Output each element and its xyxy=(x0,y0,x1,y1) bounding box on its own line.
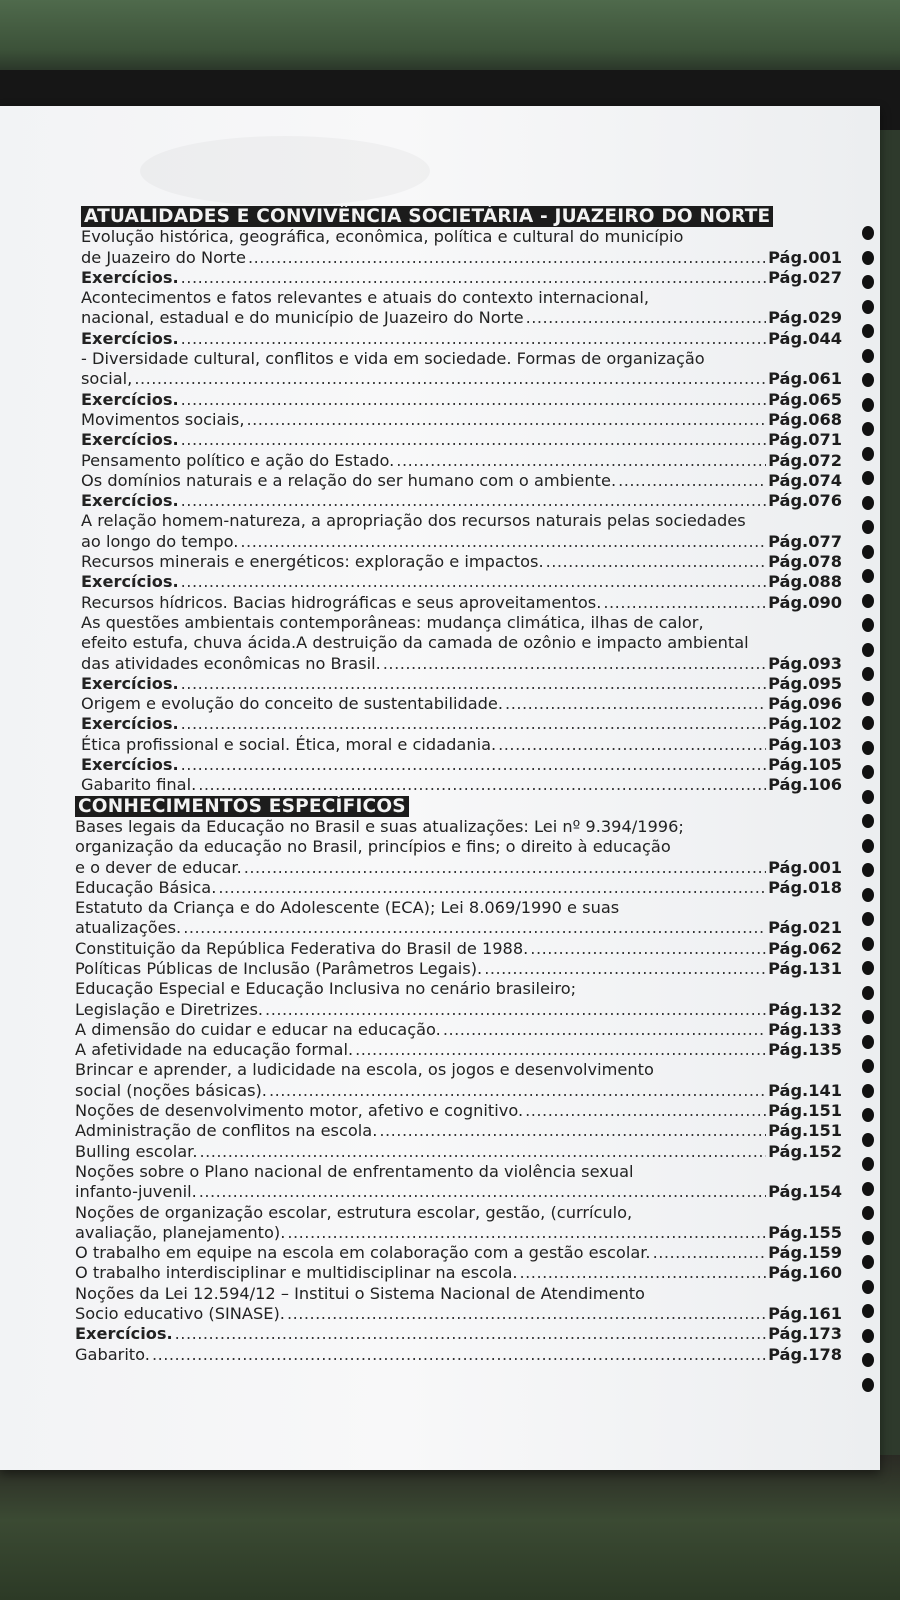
toc-entry xyxy=(75,939,842,959)
toc-entry-final-line xyxy=(81,410,842,430)
toc-entry-text-line: Noções sobre o Plano nacional de enfrentamento da violência sexual xyxy=(75,1161,634,1181)
toc-entry-final-line xyxy=(75,1324,842,1344)
page-number: Pág.074 xyxy=(768,470,842,490)
dot-leader xyxy=(520,1263,767,1283)
spiral-ring xyxy=(862,300,874,314)
toc-entry-final-line xyxy=(75,1040,842,1060)
toc-entry xyxy=(75,1060,842,1101)
dot-leader xyxy=(244,858,766,878)
toc-entry-text-line: - Diversidade cultural, conflitos e vida em sociedade. Formas de organização xyxy=(81,349,705,369)
dot-leader xyxy=(218,878,766,898)
toc-entry-label: A afetividade na educação formal. xyxy=(75,1040,354,1060)
spiral-ring xyxy=(862,667,874,681)
spiral-ring xyxy=(862,790,874,804)
dot-leader xyxy=(265,1000,766,1020)
spiral-ring xyxy=(862,422,874,436)
toc-entry-final-line xyxy=(75,1243,842,1263)
toc-entry-text-line: Bases legais da Educação no Brasil e suas atualizações: Lei nº 9.394/1996; xyxy=(75,816,684,836)
spiral-ring xyxy=(862,1353,874,1367)
toc-entry-label: Exercícios. xyxy=(81,714,179,734)
spiral-ring xyxy=(862,471,874,485)
spiral-ring xyxy=(862,594,874,608)
toc-entry xyxy=(81,593,842,613)
spiral-ring xyxy=(862,937,874,951)
toc-entry xyxy=(75,1121,842,1141)
toc-entry-label: Exercícios. xyxy=(81,572,179,592)
page-number: Pág.001 xyxy=(768,247,842,267)
page-number: Pág.103 xyxy=(768,734,842,754)
page-number: Pág.154 xyxy=(768,1182,842,1202)
toc-entry-final-line xyxy=(81,430,842,450)
toc-entry-label: Exercícios. xyxy=(81,491,179,511)
toc-entry-label: O trabalho interdisciplinar e multidisciplinar na escola. xyxy=(75,1263,518,1283)
page-number: Pág.027 xyxy=(768,267,842,287)
toc-entry-label: social, xyxy=(81,369,133,389)
toc-entry-final-line xyxy=(75,1081,842,1101)
spiral-ring xyxy=(862,275,874,289)
toc-entry xyxy=(75,898,842,939)
toc-entry-label: nacional, estadual e do município de Juazeiro do Norte xyxy=(81,308,524,328)
spiral-ring xyxy=(862,1255,874,1269)
page-number: Pág.096 xyxy=(768,694,842,714)
page-number: Pág.131 xyxy=(768,958,842,978)
spiral-ring xyxy=(862,496,874,510)
section-entries-conhecimentos xyxy=(60,817,842,1365)
toc-entry xyxy=(81,410,842,430)
spiral-ring xyxy=(862,643,874,657)
spiral-ring xyxy=(862,349,874,363)
spiral-ring xyxy=(862,545,874,559)
toc-entry-final-line xyxy=(75,1020,842,1040)
toc-entry-final-line xyxy=(81,329,842,349)
toc-entry xyxy=(75,1345,842,1365)
page-number: Pág.160 xyxy=(768,1263,842,1283)
toc-entry-final-line xyxy=(81,451,842,471)
toc-entry-final-line xyxy=(75,1304,842,1324)
dot-leader xyxy=(134,369,766,389)
toc-entry xyxy=(81,329,842,349)
toc-entry-final-line xyxy=(81,390,842,410)
spiral-ring xyxy=(862,1182,874,1196)
dot-leader xyxy=(199,1142,766,1162)
faded-stamp xyxy=(140,136,430,206)
toc-entry-final-line xyxy=(81,755,842,775)
toc-entry-label: de Juazeiro do Norte xyxy=(81,247,246,267)
toc-entry-text-line: Estatuto da Criança e do Adolescente (ECA); Lei 8.069/1990 e suas xyxy=(75,898,620,918)
toc-entry xyxy=(75,979,842,1020)
toc-entry-final-line xyxy=(75,1101,842,1121)
toc-entry xyxy=(81,288,842,329)
toc-entry-label: Pensamento político e ação do Estado. xyxy=(81,450,395,470)
toc-entry-label: Exercícios. xyxy=(81,389,179,409)
page-number: Pág.105 xyxy=(768,755,842,775)
toc-entry-final-line xyxy=(81,308,842,328)
toc-entry-text-line: efeito estufa, chuva ácida.A destruição da camada de ozônio e impacto ambiental xyxy=(81,633,749,653)
toc-entry-label: Socio educativo (SINASE). xyxy=(75,1304,285,1324)
toc-entry-final-line xyxy=(75,1121,842,1141)
spiral-ring xyxy=(862,520,874,534)
page-number: Pág.078 xyxy=(768,552,842,572)
toc-entry-label: Constituição da República Federativa do Brasil de 1988. xyxy=(75,938,529,958)
page-number: Pág.132 xyxy=(768,999,842,1019)
page-number: Pág.135 xyxy=(768,1040,842,1060)
toc-entry-label: atualizações. xyxy=(75,918,182,938)
dot-leader xyxy=(181,572,766,592)
spiral-ring xyxy=(862,1206,874,1220)
toc-entry-text-line: A relação homem-natureza, a apropriação dos recursos naturais pelas sociedades xyxy=(81,511,746,531)
dot-leader xyxy=(181,674,766,694)
toc-entry xyxy=(81,572,842,592)
page-number: Pág.151 xyxy=(768,1121,842,1141)
toc-entry xyxy=(81,694,842,714)
toc-entry xyxy=(81,775,842,795)
spiral-ring xyxy=(862,324,874,338)
toc-entry-label: e o dever de educar. xyxy=(75,857,242,877)
dot-leader xyxy=(181,329,766,349)
page-number: Pág.095 xyxy=(768,673,842,693)
toc-entry xyxy=(81,735,842,755)
page-number: Pág.001 xyxy=(768,857,842,877)
toc-entry-final-line xyxy=(81,471,842,491)
page-number: Pág.090 xyxy=(768,592,842,612)
toc-entry-label: social (noções básicas). xyxy=(75,1080,267,1100)
toc-entry-final-line xyxy=(81,572,842,592)
document-page xyxy=(0,106,880,1470)
toc-entry-text-line: As questões ambientais contemporâneas: mudança climática, ilhas de calor, xyxy=(81,612,704,632)
spiral-ring xyxy=(862,961,874,975)
toc-entry-final-line xyxy=(75,1000,842,1020)
dot-leader xyxy=(505,694,766,714)
spiral-ring xyxy=(862,1378,874,1392)
toc-entry xyxy=(81,552,842,572)
spiral-ring xyxy=(862,373,874,387)
background-bottom xyxy=(0,1455,900,1600)
toc-entry-label: Legislação e Diretrizes. xyxy=(75,999,264,1019)
page-number: Pág.102 xyxy=(768,714,842,734)
spiral-ring xyxy=(862,863,874,877)
dot-leader xyxy=(248,248,766,268)
toc-entry xyxy=(81,227,842,268)
page-number: Pág.155 xyxy=(768,1222,842,1242)
dot-leader xyxy=(618,471,766,491)
toc-entry xyxy=(81,613,842,674)
toc-entry xyxy=(75,1284,842,1325)
page-number: Pág.021 xyxy=(768,918,842,938)
spiral-ring xyxy=(862,1108,874,1122)
dot-leader xyxy=(546,552,767,572)
toc-entry xyxy=(75,878,842,898)
page-number: Pág.076 xyxy=(768,491,842,511)
toc-entry xyxy=(81,491,842,511)
page-number: Pág.077 xyxy=(768,531,842,551)
spiral-ring xyxy=(862,569,874,583)
toc-entry-label: das atividades econômicas no Brasil. xyxy=(81,653,381,673)
dot-leader xyxy=(530,939,766,959)
dot-leader xyxy=(396,451,766,471)
toc-entry-final-line xyxy=(81,369,842,389)
dot-leader xyxy=(355,1040,766,1060)
spiral-ring xyxy=(862,447,874,461)
spiral-ring xyxy=(862,1133,874,1147)
toc-entry xyxy=(81,471,842,491)
spiral-binding xyxy=(858,226,874,1406)
dot-leader xyxy=(240,532,766,552)
toc-entry-final-line xyxy=(75,1263,842,1283)
table-of-contents xyxy=(60,206,842,1365)
toc-entry-label: O trabalho em equipe na escola em colaboração com a gestão escolar. xyxy=(75,1243,651,1263)
toc-entry-final-line xyxy=(81,735,842,755)
page-number: Pág.133 xyxy=(768,1019,842,1039)
spiral-ring xyxy=(862,986,874,1000)
toc-entry xyxy=(81,451,842,471)
page-number: Pág.159 xyxy=(768,1243,842,1263)
toc-entry-label: A dimensão do cuidar e educar na educação. xyxy=(75,1019,441,1039)
spiral-ring xyxy=(862,765,874,779)
toc-entry-final-line xyxy=(81,775,842,795)
toc-entry-label: Noções de desenvolvimento motor, afetivo e cognitivo. xyxy=(75,1101,524,1121)
toc-entry xyxy=(75,1324,842,1344)
toc-entry-label: Recursos minerais e energéticos: exploração e impactos. xyxy=(81,552,544,572)
page-number: Pág.071 xyxy=(768,430,842,450)
dot-leader xyxy=(175,1324,766,1344)
toc-entry-label: Gabarito final. xyxy=(81,775,197,795)
spiral-ring xyxy=(862,1084,874,1098)
toc-entry-final-line xyxy=(81,593,842,613)
toc-entry-label: Educação Básica. xyxy=(75,877,217,897)
section-title-atualidades: ATUALIDADES E CONVIVÊNCIA SOCIETÁRIA - JUAZEIRO DO NORTE xyxy=(81,206,773,227)
toc-entry xyxy=(75,1162,842,1203)
dot-leader xyxy=(269,1081,766,1101)
spiral-ring xyxy=(862,1304,874,1318)
toc-entry-final-line xyxy=(81,491,842,511)
page-number: Pág.141 xyxy=(768,1080,842,1100)
dot-leader xyxy=(498,735,766,755)
dot-leader xyxy=(181,390,766,410)
page-number: Pág.151 xyxy=(768,1101,842,1121)
spiral-ring xyxy=(862,912,874,926)
dot-leader xyxy=(181,755,766,775)
spiral-ring xyxy=(862,1035,874,1049)
spiral-ring xyxy=(862,251,874,265)
toc-entry-label: Administração de conflitos na escola. xyxy=(75,1121,378,1141)
toc-entry-label: infanto-juvenil. xyxy=(75,1182,197,1202)
section-title-conhecimentos: CONHECIMENTOS ESPECÍFICOS xyxy=(75,796,409,817)
page-number: Pág.018 xyxy=(768,877,842,897)
toc-entry-text-line: Evolução histórica, geográfica, econômica, política e cultural do município xyxy=(81,227,684,247)
toc-entry xyxy=(75,1142,842,1162)
toc-entry-label: Exercícios. xyxy=(81,267,179,287)
spiral-ring xyxy=(862,716,874,730)
toc-entry-label: Bulling escolar. xyxy=(75,1141,198,1161)
dot-leader xyxy=(603,593,766,613)
toc-entry-label: Gabarito. xyxy=(75,1344,150,1364)
spiral-ring xyxy=(862,692,874,706)
toc-entry xyxy=(81,430,842,450)
toc-entry-final-line xyxy=(75,1223,842,1243)
dot-leader xyxy=(287,1223,766,1243)
dot-leader xyxy=(183,918,766,938)
toc-entry-label: Exercícios. xyxy=(81,755,179,775)
dot-leader xyxy=(198,775,766,795)
toc-entry-label: avaliação, planejamento). xyxy=(75,1222,286,1242)
page-number: Pág.068 xyxy=(768,409,842,429)
toc-entry-final-line xyxy=(81,714,842,734)
toc-entry-final-line xyxy=(75,878,842,898)
toc-entry-final-line xyxy=(75,1345,842,1365)
spiral-ring xyxy=(862,398,874,412)
toc-entry-final-line xyxy=(75,1142,842,1162)
toc-entry xyxy=(81,674,842,694)
toc-entry-label: ao longo do tempo. xyxy=(81,531,239,551)
toc-entry xyxy=(75,817,842,878)
toc-entry xyxy=(75,1203,842,1244)
page-number: Pág.062 xyxy=(768,938,842,958)
dot-leader xyxy=(287,1304,766,1324)
dot-leader xyxy=(247,410,767,430)
page-number: Pág.088 xyxy=(768,572,842,592)
page-number: Pág.106 xyxy=(768,775,842,795)
toc-entry xyxy=(81,714,842,734)
toc-entry xyxy=(75,1020,842,1040)
toc-entry-final-line xyxy=(81,694,842,714)
dot-leader xyxy=(199,1182,766,1202)
page-number: Pág.152 xyxy=(768,1141,842,1161)
spiral-ring xyxy=(862,226,874,240)
page-number: Pág.044 xyxy=(768,328,842,348)
toc-entry-final-line xyxy=(81,248,842,268)
toc-entry-label: Movimentos sociais, xyxy=(81,409,245,429)
toc-entry-label: Os domínios naturais e a relação do ser humano com o ambiente. xyxy=(81,470,617,490)
toc-entry-final-line xyxy=(81,654,842,674)
toc-entry-final-line xyxy=(81,674,842,694)
toc-entry-label: Exercícios. xyxy=(81,430,179,450)
toc-entry-label: Exercícios. xyxy=(75,1324,173,1344)
toc-entry xyxy=(75,959,842,979)
toc-entry-final-line xyxy=(75,959,842,979)
dot-leader xyxy=(181,491,766,511)
toc-entry-text-line: Educação Especial e Educação Inclusiva no cenário brasileiro; xyxy=(75,979,577,999)
toc-entry-label: Exercícios. xyxy=(81,673,179,693)
dot-leader xyxy=(484,959,766,979)
toc-entry-final-line xyxy=(75,1182,842,1202)
toc-entry-text-line: Brincar e aprender, a ludicidade na escola, os jogos e desenvolvimento xyxy=(75,1060,654,1080)
dot-leader xyxy=(181,268,766,288)
toc-entry-final-line xyxy=(81,532,842,552)
dot-leader xyxy=(379,1121,766,1141)
spiral-ring xyxy=(862,1059,874,1073)
page-number: Pág.178 xyxy=(768,1344,842,1364)
toc-entry xyxy=(81,268,842,288)
dot-leader xyxy=(525,1101,766,1121)
page-number: Pág.093 xyxy=(768,653,842,673)
page-number: Pág.029 xyxy=(768,308,842,328)
toc-entry-label: Recursos hídricos. Bacias hidrográficas e seus aproveitamentos. xyxy=(81,592,602,612)
toc-entry xyxy=(75,1263,842,1283)
page-number: Pág.072 xyxy=(768,450,842,470)
toc-entry xyxy=(75,1040,842,1060)
toc-entry xyxy=(75,1101,842,1121)
dot-leader xyxy=(383,654,766,674)
toc-entry xyxy=(81,390,842,410)
toc-entry-label: Origem e evolução do conceito de sustentabilidade. xyxy=(81,694,504,714)
toc-entry-text-line: organização da educação no Brasil, princípios e fins; o direito à educação xyxy=(75,837,671,857)
toc-entry-final-line xyxy=(81,552,842,572)
toc-entry-text-line: Noções de organização escolar, estrutura escolar, gestão, (currículo, xyxy=(75,1202,633,1222)
toc-entry-text-line: Acontecimentos e fatos relevantes e atuais do contexto internacional, xyxy=(81,288,650,308)
toc-entry xyxy=(81,349,842,390)
toc-entry xyxy=(81,755,842,775)
page-number: Pág.161 xyxy=(768,1304,842,1324)
spiral-ring xyxy=(862,741,874,755)
spiral-ring xyxy=(862,1157,874,1171)
spiral-ring xyxy=(862,618,874,632)
toc-entry-final-line xyxy=(75,939,842,959)
toc-entry-final-line xyxy=(75,918,842,938)
spiral-ring xyxy=(862,839,874,853)
toc-entry-label: Ética profissional e social. Ética, moral e cidadania. xyxy=(81,734,497,754)
spiral-ring xyxy=(862,1010,874,1024)
toc-entry-label: Exercícios. xyxy=(81,328,179,348)
spiral-ring xyxy=(862,1280,874,1294)
section-entries-atualidades xyxy=(60,227,842,795)
spiral-ring xyxy=(862,1329,874,1343)
toc-entry xyxy=(81,511,842,552)
dot-leader xyxy=(152,1345,766,1365)
toc-entry xyxy=(75,1243,842,1263)
dot-leader xyxy=(443,1020,766,1040)
spiral-ring xyxy=(862,888,874,902)
dot-leader xyxy=(526,308,767,328)
spiral-ring xyxy=(862,1231,874,1245)
dot-leader xyxy=(181,714,766,734)
dot-leader xyxy=(181,430,766,450)
spiral-ring xyxy=(862,814,874,828)
toc-entry-text-line: Noções da Lei 12.594/12 – Institui o Sistema Nacional de Atendimento xyxy=(75,1283,645,1303)
page-number: Pág.173 xyxy=(768,1324,842,1344)
page-number: Pág.061 xyxy=(768,369,842,389)
page-number: Pág.065 xyxy=(768,389,842,409)
toc-entry-final-line xyxy=(81,268,842,288)
toc-entry-final-line xyxy=(75,858,842,878)
toc-entry-label: Políticas Públicas de Inclusão (Parâmetros Legais). xyxy=(75,958,483,978)
dot-leader xyxy=(653,1243,767,1263)
